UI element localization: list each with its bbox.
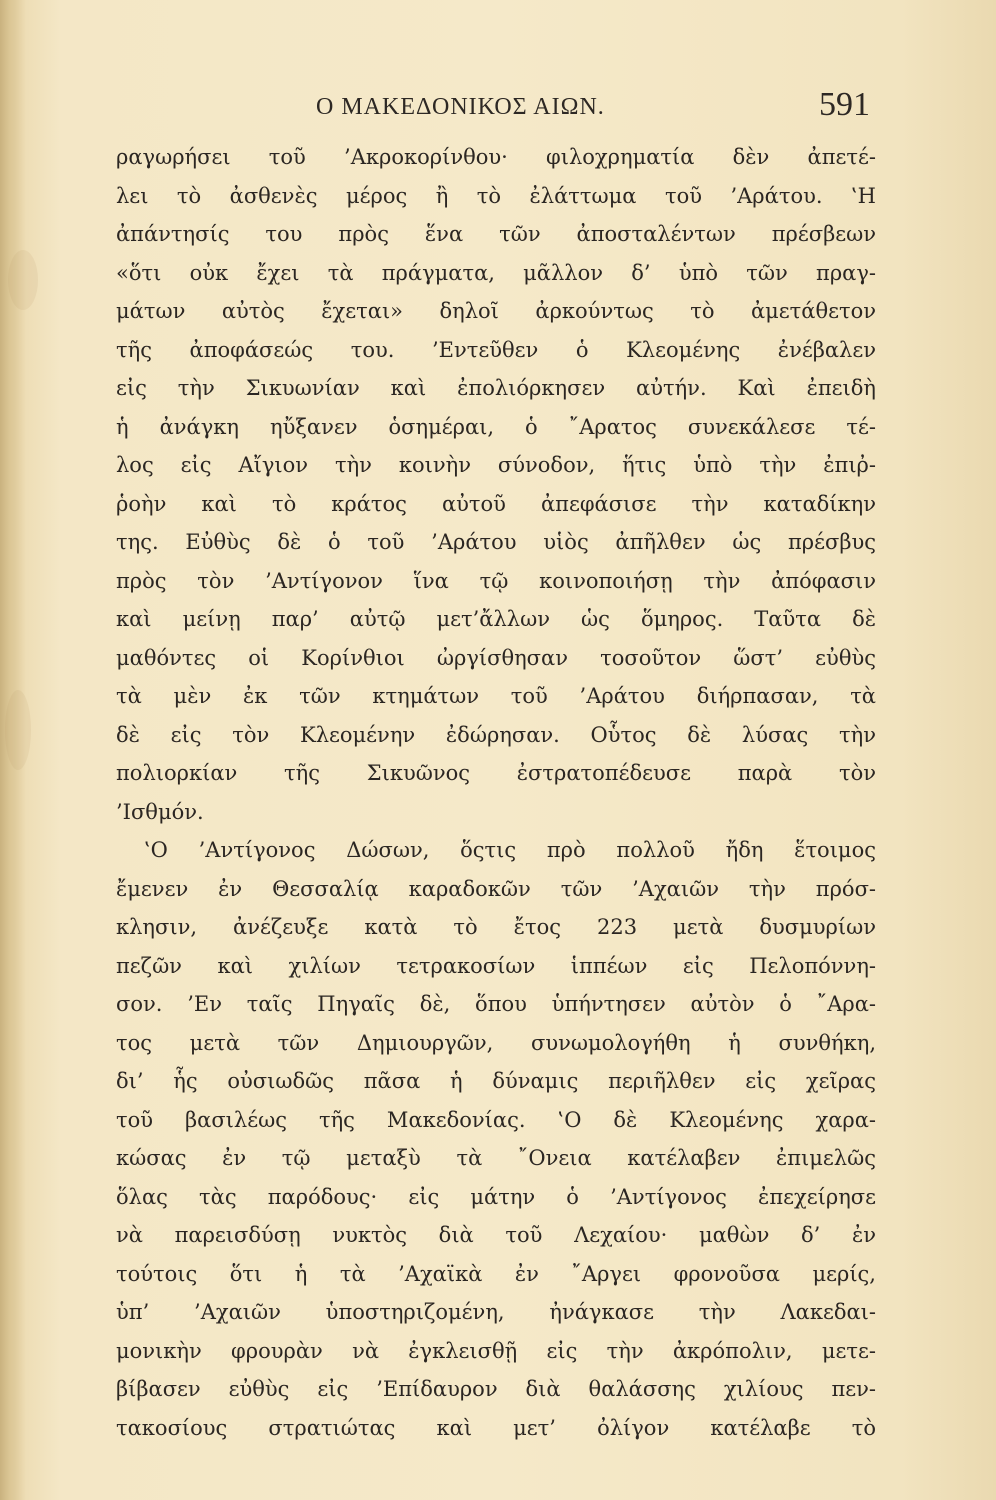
text-line: λος εἰς Αἴγιον τὴν κοινὴν σύνοδον, ἥτις ὑπὸ τὴν ἐπιῤ- — [116, 453, 876, 477]
text-line: ραγωρήσει τοῦ ’Ακροκορίνθου· φιλοχρηματία δὲν ἀπετέ- — [116, 145, 876, 169]
text-line: βίβασεν εὐθὺς εἰς ’Επίδαυρον διὰ θαλάσσης χιλίους πεν- — [116, 1377, 876, 1401]
paper-stain — [8, 250, 38, 310]
text-line: της. Εὐθὺς δὲ ὁ τοῦ ’Αράτου υἱὸς ἀπῆλθεν ὡς πρέσβυς — [116, 530, 876, 554]
text-line: σον. ’Εν ταῖς Πηγαῖς δὲ, ὅπου ὑπήντησεν αὐτὸν ὁ ῎Αρα- — [116, 992, 876, 1016]
text-line: κλησιν, ἀνέζευξε κατὰ τὸ ἔτος 223 μετὰ δυσμυρίων — [116, 915, 876, 939]
text-line: τακοσίους στρατιώτας καὶ μετ’ ὀλίγον κατέλαβε τὸ — [116, 1415, 876, 1440]
page-header — [110, 86, 880, 126]
text-line: τούτοις ὅτι ἡ τὰ ’Αχαϊκὰ ἐν ῎Αργει φρονοῦσα μερίς, — [116, 1261, 876, 1286]
body-text — [116, 138, 876, 1447]
text-line: εἰς τὴν Σικυωνίαν καὶ ἐπολιόρκησεν αὐτήν. Καὶ ἐπειδὴ — [116, 376, 876, 400]
page-number: 591 — [819, 86, 870, 123]
text-line: τοῦ βασιλέως τῆς Μακεδονίας. ‛Ο δὲ Κλεομένης χαρα- — [116, 1107, 876, 1132]
text-line: πεζῶν καὶ χιλίων τετρακοσίων ἱππέων εἰς Πελοπόννη- — [116, 953, 876, 978]
text-line: ῥοὴν καὶ τὸ κράτος αὐτοῦ ἀπεφάσισε τὴν καταδίκην — [116, 491, 876, 516]
text-line: κώσας ἐν τῷ μεταξὺ τὰ ῎Ονεια κατέλαβεν ἐπιμελῶς — [116, 1146, 876, 1170]
text-line: δὲ εἰς τὸν Κλεομένην ἐδώρησαν. Οὗτος δὲ λύσας τὴν — [116, 722, 876, 747]
paper-stain — [5, 690, 31, 770]
text-line: μάτων αὐτὸς ἔχεται» δηλοῖ ἀρκούντως τὸ ἀμετάθετον — [116, 299, 876, 323]
text-line: μαθόντες οἱ Κορίνθιοι ὠργίσθησαν τοσοῦτον ὥστ’ εὐθὺς — [116, 645, 876, 670]
text-line: καὶ μείνῃ παρ’ αὐτῷ μετ’ἄλλων ὡς ὅμηρος. Ταῦτα δὲ — [116, 607, 876, 631]
text-line: ἔμενεν ἐν Θεσσαλίᾳ καραδοκῶν τῶν ’Αχαιῶν τὴν πρόσ- — [116, 876, 876, 901]
text-line: πολιορκίαν τῆς Σικυῶνος ἐστρατοπέδευσε παρὰ τὸν — [116, 761, 876, 785]
text-line: πρὸς τὸν ’Αντίγονον ἵνα τῷ κοινοποιήσῃ τὴν ἀπόφασιν — [116, 568, 876, 593]
running-title: Ο ΜΑΚΕΔΟΝΙΚΟΣ ΑΙΩΝ. — [316, 94, 605, 120]
text-line: δι’ ἧς οὐσιωδῶς πᾶσα ἡ δύναμις περιῆλθεν εἰς χεῖρας — [116, 1069, 876, 1093]
text-line: μονικὴν φρουρὰν νὰ ἐγκλεισθῇ εἰς τὴν ἀκρόπολιν, μετε- — [116, 1338, 876, 1363]
text-line: ὅλας τὰς παρόδους· εἰς μάτην ὁ ’Αντίγονος ἐπεχείρησε — [116, 1184, 876, 1209]
text-line: ἀπάντησίς του πρὸς ἕνα τῶν ἀποσταλέντων πρέσβεων — [116, 222, 876, 246]
text-line: τος μετὰ τῶν Δημιουργῶν, συνωμολογήθη ἡ συνθήκη, — [116, 1030, 876, 1055]
paragraph-end-line: ’Ισθμόν. — [116, 799, 204, 824]
text-line: ἡ ἀνάγκη ηὔξανεν ὁσημέραι, ὁ ῎Αρατος συνεκάλεσε τέ- — [116, 414, 876, 439]
text-line: νὰ παρεισδύσῃ νυκτὸς διὰ τοῦ Λεχαίου· μαθὼν δ’ ἐν — [116, 1223, 876, 1247]
text-line: τῆς ἀποφάσεώς του. ’Εντεῦθεν ὁ Κλεομένης ἐνέβαλεν — [116, 337, 876, 362]
text-line: «ὅτι οὐκ ἔχει τὰ πράγματα, μᾶλλον δ’ ὑπὸ τῶν πραγ- — [116, 260, 876, 285]
text-line: ὑπ’ ’Αχαιῶν ὑποστηριζομένη, ἠνάγκασε τὴν Λακεδαι- — [116, 1300, 876, 1324]
paragraph-start-line: ‛Ο ’Αντίγονος Δώσων, ὅςτις πρὸ πολλοῦ ἤδη ἕτοιμος — [144, 838, 876, 862]
text-line: λει τὸ ἀσθενὲς μέρος ἢ τὸ ἐλάττωμα τοῦ ’Αράτου. ‛Η — [116, 183, 876, 208]
text-line: τὰ μὲν ἐκ τῶν κτημάτων τοῦ ’Αράτου διήρπασαν, τὰ — [116, 684, 876, 708]
